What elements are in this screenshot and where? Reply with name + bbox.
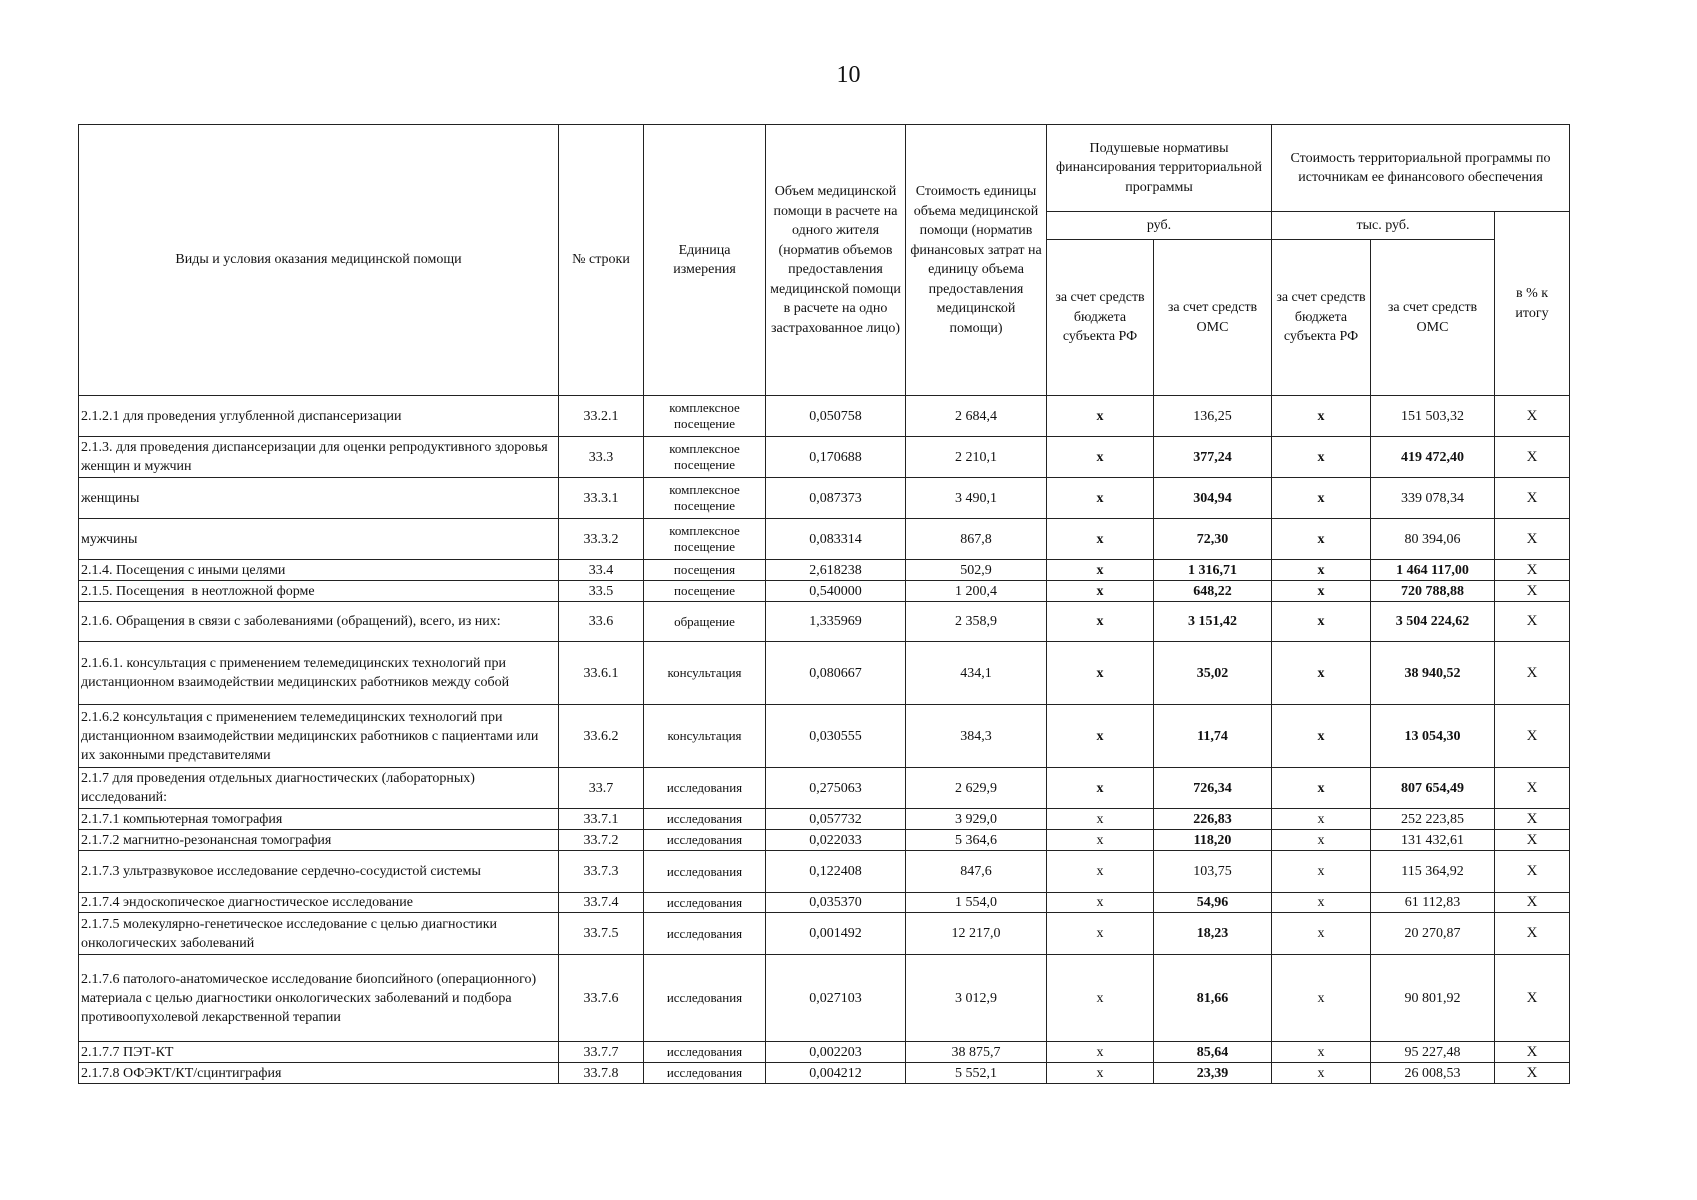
row-unit: комплексное посещение [644, 396, 766, 437]
row-percent: Х [1495, 437, 1570, 478]
row-pc-budget: х [1047, 519, 1154, 560]
row-tp-oms: 720 788,88 [1371, 581, 1495, 602]
header-program-cost: Стоимость территориальной программы по источникам ее финансового обеспечения [1272, 125, 1570, 212]
row-volume: 0,540000 [766, 581, 906, 602]
row-code: 33.7.5 [559, 913, 644, 955]
row-cost: 38 875,7 [906, 1042, 1047, 1063]
row-code: 33.7.3 [559, 851, 644, 893]
page-number: 10 [836, 62, 861, 88]
header-tp-budget: за счет средств бюджета субъекта РФ [1272, 240, 1371, 396]
row-volume: 0,275063 [766, 768, 906, 809]
row-pc-budget: х [1047, 642, 1154, 705]
row-pc-budget: х [1047, 602, 1154, 642]
row-name: 2.1.7 для проведения отдельных диагностических (лабораторных) исследований: [79, 768, 559, 809]
table-row [79, 478, 1570, 519]
row-volume: 0,080667 [766, 642, 906, 705]
row-cost: 2 210,1 [906, 437, 1047, 478]
row-pc-budget: х [1047, 851, 1154, 893]
row-name: 2.1.7.4 эндоскопическое диагностическое исследование [79, 893, 559, 913]
row-percent: Х [1495, 519, 1570, 560]
row-tp-oms: 339 078,34 [1371, 478, 1495, 519]
row-tp-budget: х [1272, 809, 1371, 830]
row-percent: Х [1495, 581, 1570, 602]
row-percent: Х [1495, 478, 1570, 519]
row-name: 2.1.3. для проведения диспансеризации для оценки репродуктивного здоровья женщин и мужчин [79, 437, 559, 478]
row-cost: 867,8 [906, 519, 1047, 560]
table-row [79, 560, 1570, 581]
table-row [79, 809, 1570, 830]
row-code: 33.7.7 [559, 1042, 644, 1063]
row-pc-budget: х [1047, 396, 1154, 437]
row-pc-budget: х [1047, 809, 1154, 830]
row-cost: 384,3 [906, 705, 1047, 768]
row-pc-budget: х [1047, 955, 1154, 1042]
table-row [79, 519, 1570, 560]
header-pc-budget: за счет средств бюджета субъекта РФ [1047, 240, 1154, 396]
row-pc-budget: х [1047, 560, 1154, 581]
table-row [79, 642, 1570, 705]
row-percent: Х [1495, 705, 1570, 768]
row-pc-budget: х [1047, 830, 1154, 851]
row-name: женщины [79, 478, 559, 519]
row-pc-oms: 18,23 [1154, 913, 1272, 955]
row-code: 33.7.4 [559, 893, 644, 913]
row-percent: Х [1495, 642, 1570, 705]
header-percent: в % к итогу [1495, 212, 1570, 396]
row-pc-oms: 377,24 [1154, 437, 1272, 478]
header-tp-oms: за счет средств ОМС [1371, 240, 1495, 396]
row-pc-oms: 11,74 [1154, 705, 1272, 768]
row-cost: 5 364,6 [906, 830, 1047, 851]
row-name: 2.1.5. Посещения в неотложной форме [79, 581, 559, 602]
row-volume: 1,335969 [766, 602, 906, 642]
row-tp-budget: х [1272, 851, 1371, 893]
row-code: 33.7.1 [559, 809, 644, 830]
row-percent: Х [1495, 560, 1570, 581]
row-cost: 3 490,1 [906, 478, 1047, 519]
row-code: 33.4 [559, 560, 644, 581]
row-percent: Х [1495, 1042, 1570, 1063]
row-pc-budget: х [1047, 478, 1154, 519]
row-tp-oms: 115 364,92 [1371, 851, 1495, 893]
row-volume: 0,087373 [766, 478, 906, 519]
row-tp-budget: х [1272, 893, 1371, 913]
row-volume: 0,022033 [766, 830, 906, 851]
table-row [79, 913, 1570, 955]
header-thousand-rub: тыс. руб. [1272, 212, 1495, 240]
table-header [79, 125, 1570, 396]
table-row [79, 830, 1570, 851]
row-percent: Х [1495, 830, 1570, 851]
row-pc-oms: 3 151,42 [1154, 602, 1272, 642]
row-cost: 3 012,9 [906, 955, 1047, 1042]
row-tp-budget: х [1272, 1042, 1371, 1063]
row-code: 33.3.1 [559, 478, 644, 519]
row-unit: исследования [644, 913, 766, 955]
row-name: 2.1.4. Посещения с иными целями [79, 560, 559, 581]
header-pc-oms: за счет средств ОМС [1154, 240, 1272, 396]
header-row-number: № строки [559, 125, 644, 396]
row-tp-oms: 3 504 224,62 [1371, 602, 1495, 642]
row-code: 33.7 [559, 768, 644, 809]
row-tp-oms: 252 223,85 [1371, 809, 1495, 830]
row-pc-budget: х [1047, 893, 1154, 913]
row-pc-oms: 1 316,71 [1154, 560, 1272, 581]
row-code: 33.2.1 [559, 396, 644, 437]
row-tp-budget: х [1272, 642, 1371, 705]
row-cost: 847,6 [906, 851, 1047, 893]
row-pc-oms: 72,30 [1154, 519, 1272, 560]
row-unit: исследования [644, 1042, 766, 1063]
row-pc-oms: 136,25 [1154, 396, 1272, 437]
row-unit: исследования [644, 768, 766, 809]
row-unit: исследования [644, 851, 766, 893]
row-code: 33.7.2 [559, 830, 644, 851]
table-row [79, 581, 1570, 602]
row-percent: Х [1495, 913, 1570, 955]
row-tp-oms: 80 394,06 [1371, 519, 1495, 560]
row-tp-oms: 90 801,92 [1371, 955, 1495, 1042]
financing-table [78, 124, 1570, 1084]
row-pc-budget: х [1047, 1042, 1154, 1063]
row-code: 33.6.1 [559, 642, 644, 705]
row-code: 33.7.8 [559, 1063, 644, 1084]
row-percent: Х [1495, 768, 1570, 809]
row-code: 33.5 [559, 581, 644, 602]
row-tp-budget: х [1272, 1063, 1371, 1084]
row-pc-oms: 226,83 [1154, 809, 1272, 830]
row-unit: комплексное посещение [644, 478, 766, 519]
row-volume: 2,618238 [766, 560, 906, 581]
row-volume: 0,170688 [766, 437, 906, 478]
row-tp-budget: х [1272, 913, 1371, 955]
row-pc-oms: 54,96 [1154, 893, 1272, 913]
row-pc-oms: 648,22 [1154, 581, 1272, 602]
row-percent: Х [1495, 851, 1570, 893]
row-name: 2.1.7.1 компьютерная томография [79, 809, 559, 830]
row-name: мужчины [79, 519, 559, 560]
row-code: 33.7.6 [559, 955, 644, 1042]
row-tp-budget: х [1272, 581, 1371, 602]
row-name: 2.1.7.7 ПЭТ-КТ [79, 1042, 559, 1063]
row-pc-budget: х [1047, 913, 1154, 955]
row-unit: исследования [644, 1063, 766, 1084]
row-percent: Х [1495, 1063, 1570, 1084]
row-volume: 0,002203 [766, 1042, 906, 1063]
row-code: 33.3 [559, 437, 644, 478]
row-tp-budget: х [1272, 602, 1371, 642]
row-unit: исследования [644, 893, 766, 913]
row-unit: посещение [644, 581, 766, 602]
row-pc-budget: х [1047, 768, 1154, 809]
header-volume: Объем медицинской помощи в расчете на одного жителя (норматив объемов предоставления медицинской помощи в расчете на одно застрахованное лицо) [766, 125, 906, 396]
row-tp-oms: 38 940,52 [1371, 642, 1495, 705]
row-unit: консультация [644, 642, 766, 705]
row-tp-budget: х [1272, 519, 1371, 560]
header-per-capita-norms: Подушевые нормативы финансирования территориальной программы [1047, 125, 1272, 212]
row-tp-budget: х [1272, 830, 1371, 851]
row-unit: комплексное посещение [644, 519, 766, 560]
table-body [79, 396, 1570, 1084]
row-pc-budget: х [1047, 1063, 1154, 1084]
row-name: 2.1.7.8 ОФЭКТ/КТ/сцинтиграфия [79, 1063, 559, 1084]
row-unit: обращение [644, 602, 766, 642]
row-tp-budget: х [1272, 560, 1371, 581]
table-row [79, 955, 1570, 1042]
row-percent: Х [1495, 893, 1570, 913]
row-tp-oms: 61 112,83 [1371, 893, 1495, 913]
row-tp-oms: 419 472,40 [1371, 437, 1495, 478]
table-row [79, 437, 1570, 478]
row-tp-oms: 151 503,32 [1371, 396, 1495, 437]
row-tp-oms: 95 227,48 [1371, 1042, 1495, 1063]
row-pc-oms: 35,02 [1154, 642, 1272, 705]
row-cost: 12 217,0 [906, 913, 1047, 955]
row-percent: Х [1495, 602, 1570, 642]
row-pc-budget: х [1047, 705, 1154, 768]
row-pc-oms: 103,75 [1154, 851, 1272, 893]
row-tp-budget: х [1272, 396, 1371, 437]
row-pc-oms: 118,20 [1154, 830, 1272, 851]
row-unit: комплексное посещение [644, 437, 766, 478]
header-rub: руб. [1047, 212, 1272, 240]
row-unit: исследования [644, 830, 766, 851]
row-cost: 502,9 [906, 560, 1047, 581]
row-name: 2.1.6.2 консультация с применением телемедицинских технологий при дистанционном взаимодействии медицинских работников с пациентами или их законными представителями [79, 705, 559, 768]
row-name: 2.1.6. Обращения в связи с заболеваниями (обращений), всего, из них: [79, 602, 559, 642]
header-unit: Единица измерения [644, 125, 766, 396]
row-volume: 0,050758 [766, 396, 906, 437]
row-unit: исследования [644, 955, 766, 1042]
table-row [79, 602, 1570, 642]
row-percent: Х [1495, 396, 1570, 437]
row-pc-oms: 81,66 [1154, 955, 1272, 1042]
row-unit: исследования [644, 809, 766, 830]
row-cost: 1 554,0 [906, 893, 1047, 913]
row-tp-budget: х [1272, 478, 1371, 519]
row-tp-oms: 131 432,61 [1371, 830, 1495, 851]
row-volume: 0,030555 [766, 705, 906, 768]
table-row [79, 768, 1570, 809]
table-row [79, 1042, 1570, 1063]
table-row [79, 705, 1570, 768]
row-unit: посещения [644, 560, 766, 581]
row-pc-budget: х [1047, 437, 1154, 478]
table-row [79, 396, 1570, 437]
row-tp-oms: 1 464 117,00 [1371, 560, 1495, 581]
row-pc-oms: 304,94 [1154, 478, 1272, 519]
row-tp-oms: 13 054,30 [1371, 705, 1495, 768]
row-tp-oms: 20 270,87 [1371, 913, 1495, 955]
row-name: 2.1.7.6 патолого-анатомическое исследование биопсийного (операционного) материала с целью диагностики онкологических заболеваний и подбора противоопухолевой лекарственной терапии [79, 955, 559, 1042]
table-row [79, 893, 1570, 913]
row-cost: 434,1 [906, 642, 1047, 705]
row-tp-budget: х [1272, 955, 1371, 1042]
row-cost: 3 929,0 [906, 809, 1047, 830]
row-name: 2.1.7.5 молекулярно-генетическое исследование с целью диагностики онкологических заболеваний [79, 913, 559, 955]
row-code: 33.3.2 [559, 519, 644, 560]
row-cost: 5 552,1 [906, 1063, 1047, 1084]
row-percent: Х [1495, 955, 1570, 1042]
row-pc-oms: 726,34 [1154, 768, 1272, 809]
row-unit: консультация [644, 705, 766, 768]
row-volume: 0,027103 [766, 955, 906, 1042]
row-cost: 1 200,4 [906, 581, 1047, 602]
row-tp-budget: х [1272, 437, 1371, 478]
row-volume: 0,004212 [766, 1063, 906, 1084]
row-volume: 0,001492 [766, 913, 906, 955]
row-volume: 0,083314 [766, 519, 906, 560]
row-name: 2.1.7.3 ультразвуковое исследование сердечно-сосудистой системы [79, 851, 559, 893]
row-name: 2.1.6.1. консультация с применением телемедицинских технологий при дистанционном взаимодействии медицинских работников между собой [79, 642, 559, 705]
row-tp-oms: 26 008,53 [1371, 1063, 1495, 1084]
row-cost: 2 684,4 [906, 396, 1047, 437]
header-service-types: Виды и условия оказания медицинской помощи [79, 125, 559, 396]
row-cost: 2 629,9 [906, 768, 1047, 809]
row-volume: 0,035370 [766, 893, 906, 913]
row-name: 2.1.7.2 магнитно-резонансная томография [79, 830, 559, 851]
row-pc-oms: 23,39 [1154, 1063, 1272, 1084]
row-pc-budget: х [1047, 581, 1154, 602]
row-tp-budget: х [1272, 768, 1371, 809]
table-row [79, 851, 1570, 893]
row-code: 33.6 [559, 602, 644, 642]
row-pc-oms: 85,64 [1154, 1042, 1272, 1063]
row-code: 33.6.2 [559, 705, 644, 768]
row-tp-oms: 807 654,49 [1371, 768, 1495, 809]
row-volume: 0,122408 [766, 851, 906, 893]
row-tp-budget: х [1272, 705, 1371, 768]
row-volume: 0,057732 [766, 809, 906, 830]
row-cost: 2 358,9 [906, 602, 1047, 642]
header-unit-cost: Стоимость единицы объема медицинской помощи (норматив финансовых затрат на единицу объема предоставления медицинской помощи) [906, 125, 1047, 396]
table-row [79, 1063, 1570, 1084]
row-name: 2.1.2.1 для проведения углубленной диспансеризации [79, 396, 559, 437]
row-percent: Х [1495, 809, 1570, 830]
